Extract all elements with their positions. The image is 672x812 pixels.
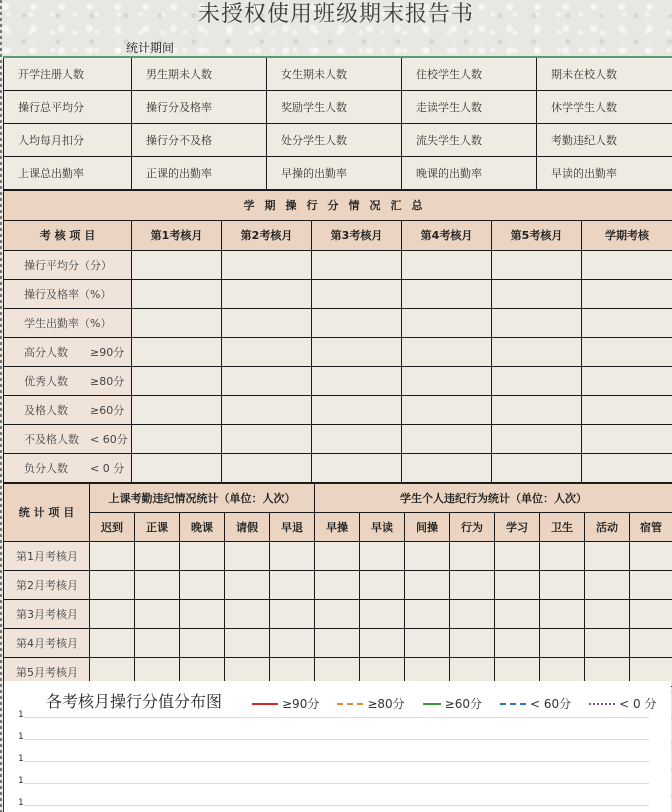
row-label: 负分人数 < 0 分 bbox=[4, 453, 132, 482]
semester-section-title-row bbox=[4, 190, 672, 220]
data-cell[interactable] bbox=[312, 308, 402, 337]
data-cell[interactable] bbox=[132, 395, 222, 424]
summary-cell[interactable]: 流失学生人数 bbox=[402, 123, 537, 156]
data-cell[interactable] bbox=[90, 570, 135, 599]
table-row bbox=[4, 424, 672, 453]
summary-cell[interactable]: 早操的出勤率 bbox=[267, 156, 402, 189]
data-cell[interactable] bbox=[90, 599, 135, 628]
summary-cell[interactable]: 休学学生人数 bbox=[537, 90, 672, 123]
y-tick-label: 1 bbox=[18, 710, 24, 720]
data-cell[interactable] bbox=[492, 337, 582, 366]
data-cell[interactable] bbox=[630, 599, 672, 628]
summary-cell[interactable]: 上课总出勤率 bbox=[4, 156, 132, 189]
legend-item bbox=[500, 695, 571, 712]
table-row bbox=[4, 250, 672, 279]
summary-cell[interactable]: 操行分及格率 bbox=[132, 90, 267, 123]
summary-cell[interactable]: 奖励学生人数 bbox=[267, 90, 402, 123]
gridline bbox=[24, 739, 649, 740]
data-cell[interactable] bbox=[222, 308, 312, 337]
data-cell[interactable] bbox=[540, 570, 585, 599]
data-cell[interactable] bbox=[270, 541, 315, 570]
summary-cell[interactable]: 男生期未人数 bbox=[132, 57, 267, 90]
data-cell[interactable] bbox=[405, 570, 450, 599]
stats-column-header-row bbox=[4, 512, 672, 541]
data-cell[interactable] bbox=[540, 599, 585, 628]
summary-cell[interactable]: 住校学生人数 bbox=[402, 57, 537, 90]
data-cell[interactable] bbox=[312, 395, 402, 424]
col-header-month3: 第3考核月 bbox=[312, 220, 402, 250]
table-row bbox=[4, 570, 672, 599]
data-cell[interactable] bbox=[585, 628, 630, 657]
col-header-break-exercise: 间操 bbox=[405, 512, 450, 541]
data-cell[interactable] bbox=[402, 308, 492, 337]
data-cell[interactable] bbox=[132, 453, 222, 482]
summary-cell[interactable]: 期未在校人数 bbox=[537, 57, 672, 90]
data-cell[interactable] bbox=[360, 599, 405, 628]
col-header-semester: 学期考核 bbox=[582, 220, 672, 250]
semester-header-row bbox=[4, 220, 672, 250]
data-cell[interactable] bbox=[582, 366, 672, 395]
data-cell[interactable] bbox=[312, 366, 402, 395]
chart-title: 各考核月操行分值分布图 bbox=[46, 692, 223, 711]
data-cell[interactable] bbox=[312, 453, 402, 482]
summary-cell[interactable]: 晚课的出勤率 bbox=[402, 156, 537, 189]
col-header-leave: 请假 bbox=[225, 512, 270, 541]
data-cell[interactable] bbox=[585, 570, 630, 599]
summary-cell[interactable]: 操行分不及格 bbox=[132, 123, 267, 156]
data-cell[interactable] bbox=[360, 541, 405, 570]
summary-cell[interactable]: 处分学生人数 bbox=[267, 123, 402, 156]
data-cell[interactable] bbox=[270, 570, 315, 599]
legend-dotted-line-icon bbox=[589, 703, 615, 705]
data-cell[interactable] bbox=[630, 570, 672, 599]
stats-group-behavior: 学生个人违纪行为统计（单位：人次） bbox=[315, 483, 672, 512]
sheet-left-border bbox=[0, 0, 2, 812]
col-header-study: 学习 bbox=[495, 512, 540, 541]
data-cell[interactable] bbox=[132, 250, 222, 279]
data-cell[interactable] bbox=[495, 541, 540, 570]
legend-item bbox=[423, 695, 482, 712]
data-cell[interactable] bbox=[90, 541, 135, 570]
violation-stats-table bbox=[3, 483, 672, 687]
y-tick-label: 1 bbox=[18, 754, 24, 764]
data-cell[interactable] bbox=[132, 366, 222, 395]
summary-cell[interactable]: 早读的出勤率 bbox=[537, 156, 672, 189]
row-label: 优秀人数 ≥80分 bbox=[4, 366, 132, 395]
table-row bbox=[4, 366, 672, 395]
col-header-morning-reading: 早读 bbox=[360, 512, 405, 541]
data-cell[interactable] bbox=[405, 599, 450, 628]
col-header-activity: 活动 bbox=[585, 512, 630, 541]
data-cell[interactable] bbox=[360, 628, 405, 657]
data-cell[interactable] bbox=[540, 541, 585, 570]
data-cell[interactable] bbox=[135, 628, 180, 657]
data-cell[interactable] bbox=[222, 424, 312, 453]
row-label: 操行平均分（分） bbox=[4, 250, 132, 279]
data-cell[interactable] bbox=[312, 424, 402, 453]
data-cell[interactable] bbox=[450, 570, 495, 599]
table-row bbox=[4, 337, 672, 366]
gridline bbox=[24, 783, 649, 784]
data-cell[interactable] bbox=[495, 570, 540, 599]
data-cell[interactable] bbox=[135, 570, 180, 599]
row-label: 操行及格率（%） bbox=[4, 279, 132, 308]
semester-section-title: 学期操行分情况汇总 bbox=[4, 190, 672, 220]
data-cell[interactable] bbox=[315, 541, 360, 570]
data-cell[interactable] bbox=[492, 395, 582, 424]
table-row bbox=[4, 453, 672, 482]
data-cell[interactable] bbox=[222, 337, 312, 366]
summary-cell[interactable]: 走读学生人数 bbox=[402, 90, 537, 123]
col-header-month2: 第2考核月 bbox=[222, 220, 312, 250]
data-cell[interactable] bbox=[402, 424, 492, 453]
data-cell[interactable] bbox=[492, 279, 582, 308]
gridline bbox=[24, 761, 649, 762]
data-cell[interactable] bbox=[582, 453, 672, 482]
data-cell[interactable] bbox=[222, 366, 312, 395]
data-cell[interactable] bbox=[582, 250, 672, 279]
data-cell[interactable] bbox=[225, 628, 270, 657]
legend-dash-line-icon bbox=[337, 703, 363, 705]
summary-row bbox=[4, 156, 672, 189]
data-cell[interactable] bbox=[132, 424, 222, 453]
col-header-behavior: 行为 bbox=[450, 512, 495, 541]
data-cell[interactable] bbox=[225, 570, 270, 599]
data-cell[interactable] bbox=[495, 599, 540, 628]
col-header-dorm: 宿管 bbox=[630, 512, 672, 541]
col-header-morning-exercise: 早操 bbox=[315, 512, 360, 541]
summary-row bbox=[4, 90, 672, 123]
data-cell[interactable] bbox=[402, 395, 492, 424]
report-sheet bbox=[3, 56, 672, 687]
col-header-month5: 第5考核月 bbox=[492, 220, 582, 250]
summary-row bbox=[4, 123, 672, 156]
data-cell[interactable] bbox=[222, 250, 312, 279]
data-cell[interactable] bbox=[630, 628, 672, 657]
y-tick-label: 1 bbox=[18, 776, 24, 786]
legend-label: ≥80分 bbox=[367, 697, 405, 711]
data-cell[interactable] bbox=[315, 628, 360, 657]
col-header-month1: 第1考核月 bbox=[132, 220, 222, 250]
data-cell[interactable] bbox=[312, 250, 402, 279]
data-cell[interactable] bbox=[132, 308, 222, 337]
data-cell[interactable] bbox=[492, 366, 582, 395]
col-header-late: 迟到 bbox=[90, 512, 135, 541]
legend-solid-line-icon bbox=[252, 703, 278, 705]
data-cell[interactable] bbox=[222, 395, 312, 424]
data-cell[interactable] bbox=[225, 599, 270, 628]
table-row bbox=[4, 628, 672, 657]
data-cell[interactable] bbox=[582, 395, 672, 424]
data-cell[interactable] bbox=[540, 628, 585, 657]
summary-cell[interactable]: 考勤违纪人数 bbox=[537, 123, 672, 156]
stats-group-attendance: 上课考勤违纪情况统计（单位：人次） bbox=[90, 483, 315, 512]
data-cell[interactable] bbox=[450, 541, 495, 570]
data-cell[interactable] bbox=[135, 599, 180, 628]
row-label: 第1月考核月 bbox=[4, 541, 90, 570]
table-row bbox=[4, 279, 672, 308]
data-cell[interactable] bbox=[492, 424, 582, 453]
legend-label: < 60分 bbox=[529, 697, 572, 711]
page-title: 未授权使用班级期末报告书 bbox=[197, 2, 474, 27]
data-cell[interactable] bbox=[270, 599, 315, 628]
summary-cell[interactable]: 开学注册人数 bbox=[4, 57, 132, 90]
row-label: 不及格人数 < 60分 bbox=[4, 424, 132, 453]
data-cell[interactable] bbox=[312, 279, 402, 308]
col-header-hygiene: 卫生 bbox=[540, 512, 585, 541]
data-cell[interactable] bbox=[180, 541, 225, 570]
data-cell[interactable] bbox=[405, 628, 450, 657]
row-label: 第5月考核月 bbox=[4, 657, 90, 686]
summary-row bbox=[4, 57, 672, 90]
legend-dash-dot-line-icon bbox=[423, 703, 441, 705]
period-label: 统计期间 bbox=[126, 41, 175, 55]
summary-cell[interactable]: 操行总平均分 bbox=[4, 90, 132, 123]
legend-item bbox=[589, 695, 656, 712]
summary-cell[interactable]: 人均每月扣分 bbox=[4, 123, 132, 156]
data-cell[interactable] bbox=[450, 599, 495, 628]
data-cell[interactable] bbox=[402, 279, 492, 308]
data-cell[interactable] bbox=[402, 250, 492, 279]
data-cell[interactable] bbox=[582, 337, 672, 366]
legend-label: ≥60分 bbox=[444, 697, 482, 711]
data-cell[interactable] bbox=[492, 453, 582, 482]
col-header-item: 考 核 项 目 bbox=[4, 220, 132, 250]
data-cell[interactable] bbox=[132, 279, 222, 308]
col-header-month4: 第4考核月 bbox=[402, 220, 492, 250]
data-cell[interactable] bbox=[450, 628, 495, 657]
data-cell[interactable] bbox=[402, 366, 492, 395]
stats-group-header-row bbox=[4, 483, 672, 512]
data-cell[interactable] bbox=[180, 570, 225, 599]
data-cell[interactable] bbox=[132, 337, 222, 366]
data-cell[interactable] bbox=[402, 337, 492, 366]
col-header-early-leave: 早退 bbox=[270, 512, 315, 541]
data-cell[interactable] bbox=[495, 628, 540, 657]
distribution-chart[interactable] bbox=[3, 681, 671, 812]
table-row bbox=[4, 395, 672, 424]
table-row bbox=[4, 308, 672, 337]
row-label: 第3月考核月 bbox=[4, 599, 90, 628]
data-cell[interactable] bbox=[315, 570, 360, 599]
data-cell[interactable] bbox=[582, 308, 672, 337]
stats-row-header: 统 计 项 目 bbox=[4, 483, 90, 541]
data-cell[interactable] bbox=[315, 599, 360, 628]
row-label: 第4月考核月 bbox=[4, 628, 90, 657]
data-cell[interactable] bbox=[180, 628, 225, 657]
data-cell[interactable] bbox=[402, 453, 492, 482]
data-cell[interactable] bbox=[222, 453, 312, 482]
legend-dashed-line-icon bbox=[500, 703, 526, 705]
data-cell[interactable] bbox=[585, 541, 630, 570]
gridline bbox=[24, 805, 649, 806]
data-cell[interactable] bbox=[312, 337, 402, 366]
data-cell[interactable] bbox=[492, 308, 582, 337]
data-cell[interactable] bbox=[360, 570, 405, 599]
summary-table bbox=[3, 56, 672, 190]
row-label: 学生出勤率（%） bbox=[4, 308, 132, 337]
summary-cell[interactable]: 正课的出勤率 bbox=[132, 156, 267, 189]
data-cell[interactable] bbox=[492, 250, 582, 279]
row-label: 第2月考核月 bbox=[4, 570, 90, 599]
col-header-evening: 晚课 bbox=[180, 512, 225, 541]
semester-table bbox=[3, 190, 672, 483]
data-cell[interactable] bbox=[180, 599, 225, 628]
summary-cell[interactable]: 女生期未人数 bbox=[267, 57, 402, 90]
legend-item bbox=[252, 695, 319, 712]
legend-label: ≥90分 bbox=[282, 697, 320, 711]
data-cell[interactable] bbox=[135, 541, 180, 570]
data-cell[interactable] bbox=[270, 628, 315, 657]
legend-label: < 0 分 bbox=[619, 697, 657, 711]
y-tick-label: 1 bbox=[18, 732, 24, 742]
table-row bbox=[4, 541, 672, 570]
data-cell[interactable] bbox=[405, 541, 450, 570]
data-cell[interactable] bbox=[582, 279, 672, 308]
data-cell[interactable] bbox=[630, 541, 672, 570]
data-cell[interactable] bbox=[585, 599, 630, 628]
data-cell[interactable] bbox=[90, 628, 135, 657]
data-cell[interactable] bbox=[222, 279, 312, 308]
row-label: 及格人数 ≥60分 bbox=[4, 395, 132, 424]
gridline bbox=[24, 717, 649, 718]
data-cell[interactable] bbox=[582, 424, 672, 453]
data-cell[interactable] bbox=[225, 541, 270, 570]
col-header-class: 正课 bbox=[135, 512, 180, 541]
table-row bbox=[4, 599, 672, 628]
chart-legend bbox=[252, 695, 656, 712]
legend-item bbox=[337, 695, 404, 712]
y-tick-label: 1 bbox=[18, 798, 24, 808]
row-label: 高分人数 ≥90分 bbox=[4, 337, 132, 366]
